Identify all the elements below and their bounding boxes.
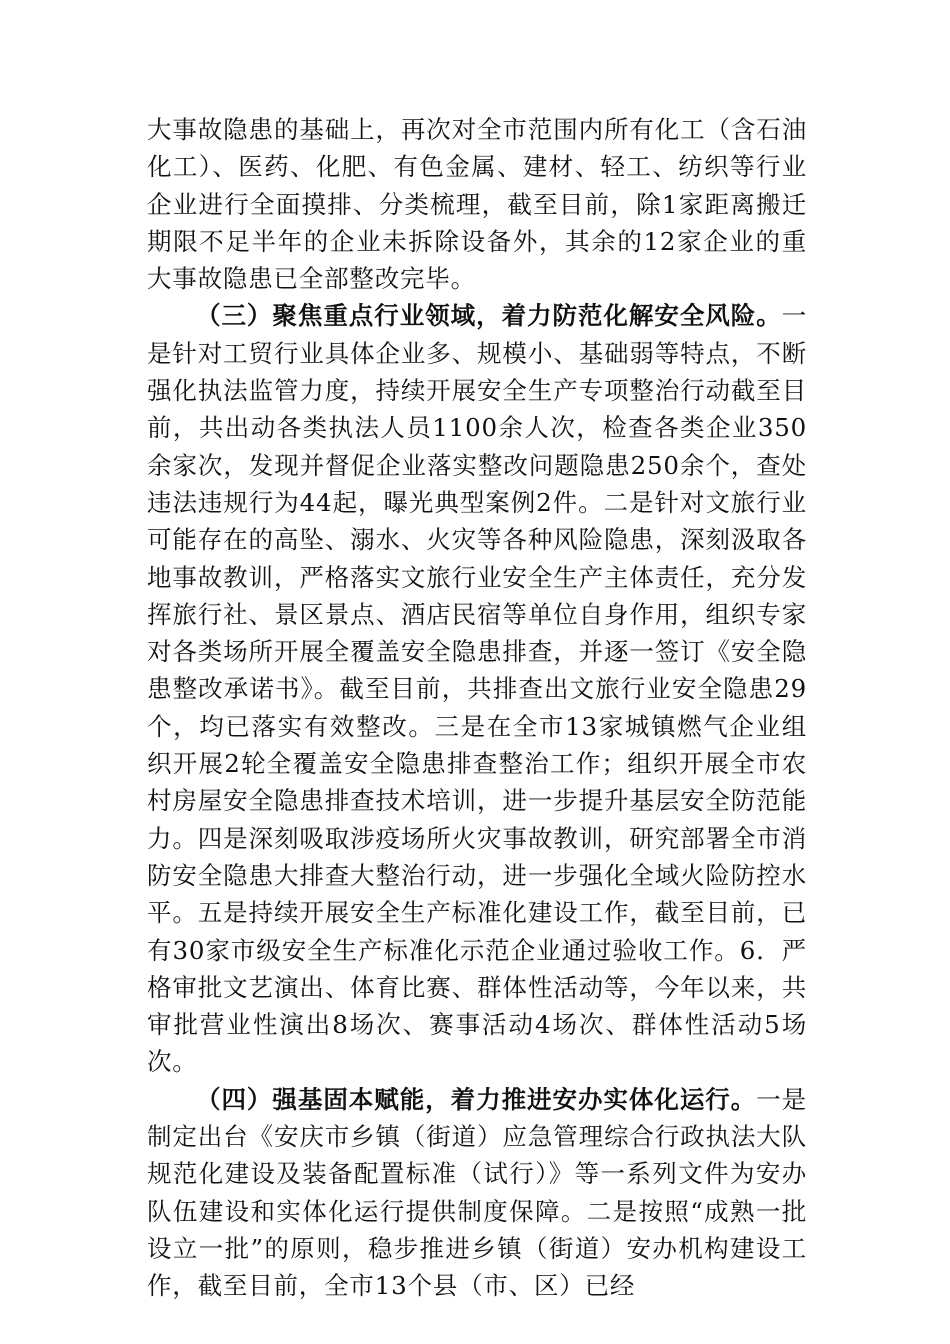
document-body [147,111,807,1305]
section-heading: （四）强基固本赋能，着力推进安办实体化运行。 [196,1084,757,1114]
paragraph-section-3 [147,297,807,1080]
paragraph-body: 一是针对工贸行业具体企业多、规模小、基础弱等特点，不断强化执法监管力度，持续开展安全生产专项整治行动截至目前，共出动各类执法人员1100余人次，检查各类企业350余家次，发现并督促企业落实整改问题隐患250余个，查处违法违规行为44起，曝光典型案例2件。二是针对文旅行业可能存在的高坠、溺水、火灾等各种风险隐患，深刻汲取各地事故教训，严格落实文旅行业安全生产主体责任，充分发挥旅行社、景区景点、酒店民宿等单位自身作用，组织专家对各类场所开展全覆盖安全隐患排查，并逐一签订《安全隐患整改承诺书》。截至目前，共排查出文旅行业安全隐患29个，均已落实有效整改。三是在全市13家城镇燃气企业组织开展2轮全覆盖安全隐患排查整治工作；组织开展全市农村房屋安全隐患排查技术培训，进一步提升基层安全防范能力。四是深刻吸取涉疫场所火灾事故教训，研究部署全市消防安全隐患大排查大整治行动，进一步强化全域火险防控水平。五是持续开展安全生产标准化建设工作，截至目前，已有30家市级安全生产标准化示范企业通过验收工作。6．严格审批文艺演出、体育比赛、群体性活动等，今年以来，共审批营业性演出8场次、赛事活动4场次、群体性活动5场次。 [147,301,807,1077]
paragraph-body: 一是制定出台《安庆市乡镇（街道）应急管理综合行政执法大队规范化建设及装备配置标准（试行）》等一系列文件为安办队伍建设和实体化运行提供制度保障。二是按照“成熟一批设立一批”的原则，稳步推进乡镇（街道）安办机构建设工作，截至目前，全市13个县（市、区）已经 [147,1084,807,1301]
paragraph-section-4 [147,1081,807,1305]
paragraph-continuation [147,111,807,297]
section-heading: （三）聚焦重点行业领域，着力防范化解安全风险。 [196,301,782,331]
paragraph-body: 大事故隐患的基础上，再次对全市范围内所有化工（含石油化工）、医药、化肥、有色金属、建材、轻工、纺织等行业企业进行全面摸排、分类梳理，截至目前，除1家距离搬迁期限不足半年的企业未拆除设备外，其余的12家企业的重大事故隐患已全部整改完毕。 [147,115,807,294]
